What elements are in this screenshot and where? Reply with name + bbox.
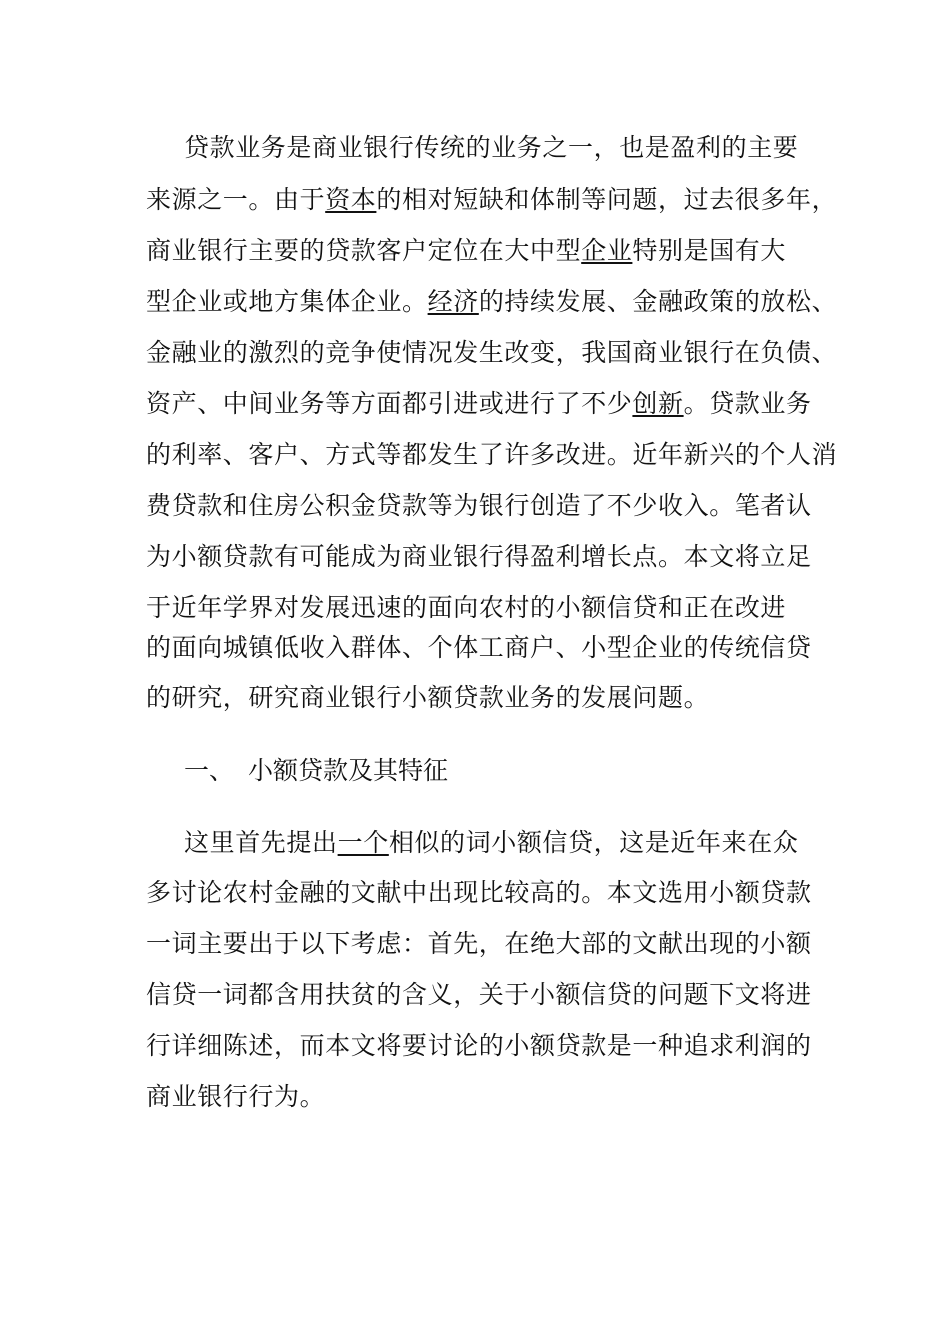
link-enterprise[interactable]: 企业 [581, 236, 633, 265]
paragraph1-line-5 [146, 338, 837, 368]
text-run: 为小额贷款有可能成为商业银行得盈利增长点。本文将立足 [146, 542, 812, 571]
text-run: 多讨论农村金融的文献中出现比较高的。本文选用小额贷款 [146, 878, 812, 907]
text-run: 的相对短缺和体制等问题，过去很多年， [376, 185, 838, 214]
text-run: 信贷一词都含用扶贫的含义，关于小额信贷的问题下文将进 [146, 980, 812, 1009]
paragraph2-line-4 [146, 980, 812, 1010]
paragraph1-line-11 [146, 633, 812, 663]
text-run: 商业银行主要的贷款客户定位在大中型 [146, 236, 582, 265]
text-run: 的利率、客户、方式等都发生了许多改进。近年新兴的个人消 [146, 440, 838, 469]
text-run: 的面向城镇低收入群体、个体工商户、小型企业的传统信贷 [146, 633, 812, 662]
text-run: 于近年学界对发展迅速的面向农村的小额信贷和正在改进 [146, 593, 787, 622]
text-run: 贷款业务是商业银行传统的业务之一，也是盈利的主要 [184, 133, 799, 162]
text-run: 特别是国有大 [632, 236, 787, 265]
paragraph2-line-2 [146, 878, 812, 908]
text-run: 资产、中间业务等方面都引进或进行了不少 [146, 389, 633, 418]
paragraph1-line-9 [146, 542, 812, 572]
paragraph2-line-1 [184, 828, 798, 858]
link-one[interactable]: 一个 [337, 828, 389, 857]
paragraph2-line-5 [146, 1031, 812, 1061]
text-run: 行详细陈述，而本文将要讨论的小额贷款是一种追求利润的 [146, 1031, 812, 1060]
text-run: 。贷款业务 [683, 389, 812, 418]
text-run: 商业银行行为。 [146, 1082, 326, 1111]
section-number: 一、 [184, 756, 235, 785]
paragraph1-line-8 [146, 491, 812, 521]
text-run: 的研究，研究商业银行小额贷款业务的发展问题。 [146, 683, 710, 712]
text-run: 费贷款和住房公积金贷款等为银行创造了不少收入。笔者认 [146, 491, 812, 520]
paragraph2-line-6 [146, 1082, 325, 1112]
section-title: 小额贷款及其特征 [248, 756, 449, 785]
text-run: 的持续发展、金融政策的放松、 [478, 287, 838, 316]
paragraph1-line-4 [146, 287, 837, 317]
link-economy[interactable]: 经济 [427, 287, 479, 316]
paragraph1-line-3 [146, 236, 786, 266]
paragraph2-line-3 [146, 929, 812, 959]
link-innovation[interactable]: 创新 [632, 389, 684, 418]
text-run: 相似的词小额信贷，这是近年来在众 [388, 828, 799, 857]
text-run: 来源之一。由于 [146, 185, 326, 214]
paragraph1-line-2 [146, 185, 837, 215]
paragraph1-line-6 [146, 389, 812, 419]
text-run: 型企业或地方集体企业。 [146, 287, 428, 316]
text-run: 这里首先提出 [184, 828, 338, 857]
text-run: 一词主要出于以下考虑：首先，在绝大部的文献出现的小额 [146, 929, 812, 958]
paragraph1-line-1 [184, 133, 798, 163]
paragraph1-line-10 [146, 593, 786, 623]
link-capital[interactable]: 资本 [325, 185, 377, 214]
text-run: 金融业的激烈的竞争使情况发生改变，我国商业银行在负债、 [146, 338, 838, 367]
paragraph1-line-12 [146, 683, 709, 713]
paragraph1-line-7 [146, 440, 837, 470]
